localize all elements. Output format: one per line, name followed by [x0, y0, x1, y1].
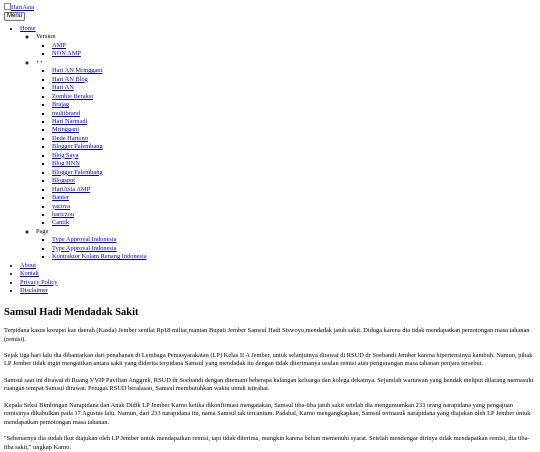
nav-link-amp[interactable]: AMP	[52, 41, 66, 49]
nav-link-type-approval-indonesia[interactable]: Type Approval Indonesia	[52, 236, 117, 244]
nav-label-plusplus: ++	[36, 58, 44, 66]
submenu-item	[52, 219, 536, 227]
nav-link-hari-narmadi[interactable]: Hari Narmadi	[52, 117, 88, 125]
nav-label-version: Version	[36, 33, 56, 41]
nav-item-version	[36, 33, 536, 58]
submenu-item	[52, 93, 536, 101]
nav-link-mringgani[interactable]: Mringgani	[52, 126, 79, 134]
submenu-item	[52, 245, 536, 253]
submenu-item	[52, 143, 536, 151]
nav-link-home[interactable]: Home	[20, 25, 36, 32]
page-submenu	[36, 236, 536, 261]
nav-link-disclaimer[interactable]: Disclaimer	[20, 287, 49, 295]
submenu-item	[52, 118, 536, 126]
article-paragraph: "Sebenarnya dia sudah ikut diajukan oleh LP Jember untuk mendapatkan remisi, tapi tidak diterima, mungkin karena belum memenuhi syarat. Setelah mendengar dirinya tidak mendapatkan remisi, dia tiba-tiba sakit," ungkap Karno.	[4, 435, 530, 451]
nav-link-non-amp[interactable]: NON AMP	[52, 50, 81, 58]
nav-link-privacy-policy[interactable]: Privacy Policy	[20, 278, 58, 286]
submenu-item	[52, 84, 536, 92]
submenu-item	[52, 236, 536, 244]
nav-link-kontraktor-kolam-renang[interactable]: Kontraktor Kolam Renang Indonesia	[52, 253, 147, 261]
nav-link-hariasia-amp[interactable]: HariAsia AMP	[52, 185, 91, 193]
submenu-item	[52, 152, 536, 160]
nav-link-contact[interactable]: Kontak	[20, 270, 39, 278]
nav-link-hari-an-mringgani[interactable]: Hari AN Mringgani	[52, 67, 103, 75]
nav-link-hari-an[interactable]: Hari AN	[52, 84, 74, 92]
nav-item-disclaimer	[20, 287, 536, 295]
submenu-item	[52, 169, 536, 177]
nav-label-page: Page	[36, 227, 49, 235]
nav-link-hari-an-blog[interactable]: Hari AN Blog	[52, 75, 88, 83]
nav-link-blog-hnn[interactable]: Blog HNN	[52, 160, 80, 168]
menu-button[interactable]: Menu	[4, 12, 25, 21]
nav-link-type-approval-indonesia-2[interactable]: Type Approval Indonesia	[52, 244, 117, 252]
nav-link-blogger-palembang[interactable]: Blogger Palembang	[52, 143, 103, 151]
submenu-item	[52, 160, 536, 168]
submenu-item	[52, 177, 536, 185]
nav-link-yacova[interactable]: yacova	[52, 202, 71, 210]
nav-item-plusplus	[36, 59, 536, 228]
nav-link-multibrand[interactable]: multibrand	[52, 109, 81, 117]
article-body	[4, 327, 536, 452]
submenu-item	[52, 203, 536, 211]
submenu-item	[52, 126, 536, 134]
submenu-item	[52, 194, 536, 202]
site-logo-link[interactable]	[4, 3, 536, 11]
home-submenu	[20, 33, 536, 261]
nav-link-zombie-beraksi[interactable]: Zombie Beraksi	[52, 92, 93, 100]
nav-item-home	[20, 25, 536, 262]
site-logo-alt: HariAsia	[11, 4, 35, 11]
plusplus-submenu	[36, 67, 536, 228]
nav-item-page	[36, 228, 536, 262]
article-title: Samsul Hadi Mendadak Sakit	[4, 306, 139, 318]
nav-link-hariczou[interactable]: hariczou	[52, 210, 74, 218]
submenu-item	[52, 101, 536, 109]
nav-link-blog-saya[interactable]: Blog Saya	[52, 151, 79, 159]
broken-image-icon	[4, 3, 11, 10]
article-paragraph: Samsul saat ini dirawat di Ruang VVIP Pavilian Anggrek, RSUD dr Soebandi dengan ditemani beberapa kalangan keluarga dan kolega dekatnya. Sejumlah wartawan yang hendak meliput dilarang memasuki ruangan tempat Samsul dirawat. Petugas RSUD beralasan, Samsul membutuhkan waktu untuk istirahat.	[4, 376, 534, 393]
nav-link-about[interactable]: About	[20, 261, 36, 269]
submenu-item	[52, 186, 536, 194]
submenu-item	[52, 135, 536, 143]
article-paragraph: Sejak tiga hari lalu dia dibantarkan dari penahanan di Lembaga Pemasyarakatan (LP) Kelas II A Jember, untuk selanjutnya dirawat di RSUD dr Soebandi Jember karena hipertensinya kambuh. Namun, pihak LP Jember tidak ingin mengaitkan antara sakit yang diderita terpidana Samsul yang mendadak itu dengan tidak diterimanya usulan remisi atau pengurangan masa tahanan penjara tersebut.	[4, 352, 533, 368]
article-paragraph: Terpidana kasus korupsi kas daerah (Kasda) Jember senilai Rp18 miliar,mantan Bupati Jember Samsul Hadi Siswoyo,mendadak jatuh sakit. Diduga karena dia tidak mendapatkan pemotongan masa tahanan (remisi).	[4, 327, 530, 343]
submenu-item	[52, 67, 536, 75]
nav-link-banter[interactable]: Banter	[52, 194, 70, 202]
nav-link-dede-hartono[interactable]: Dede Hartono	[52, 134, 89, 142]
nav-item-privacy	[20, 279, 536, 287]
version-submenu	[36, 42, 536, 59]
submenu-item	[52, 50, 536, 58]
submenu-item	[52, 253, 536, 261]
nav-item-about	[20, 262, 536, 270]
submenu-item	[52, 110, 536, 118]
submenu-item	[52, 76, 536, 84]
nav-link-blogger-palembang-2[interactable]: Blogger Palembang	[52, 168, 103, 176]
nav-link-brajag[interactable]: Brajag	[52, 101, 70, 109]
submenu-item	[52, 211, 536, 219]
nav-item-contact	[20, 270, 536, 278]
submenu-item	[52, 42, 536, 50]
nav-link-cantik[interactable]: Cantik	[52, 219, 70, 227]
nav-link-blogspot[interactable]: Blogspot	[52, 177, 76, 185]
main-navigation	[4, 25, 536, 296]
article-paragraph: Kepala Seksi Bimbingan Narapidana dan Anak Didik LP Jember Karno ketika dikonfirmasi mengatakan, Samsul tiba-tiba jatuh sakit setelah dia mengumumkan 233 orang narapidana yang pengajuan remisinya dikabulkan pada 17 Agustus lalu. Namun, dari 233 narapidana itu, nama Samsul tak tercantum. Padahal, Karno mengangkapkan, Samsul termasuk narapidana yang diajukan oleh LP Jember untuk mendapatkan pemotongan masa tahanan.	[4, 401, 531, 426]
